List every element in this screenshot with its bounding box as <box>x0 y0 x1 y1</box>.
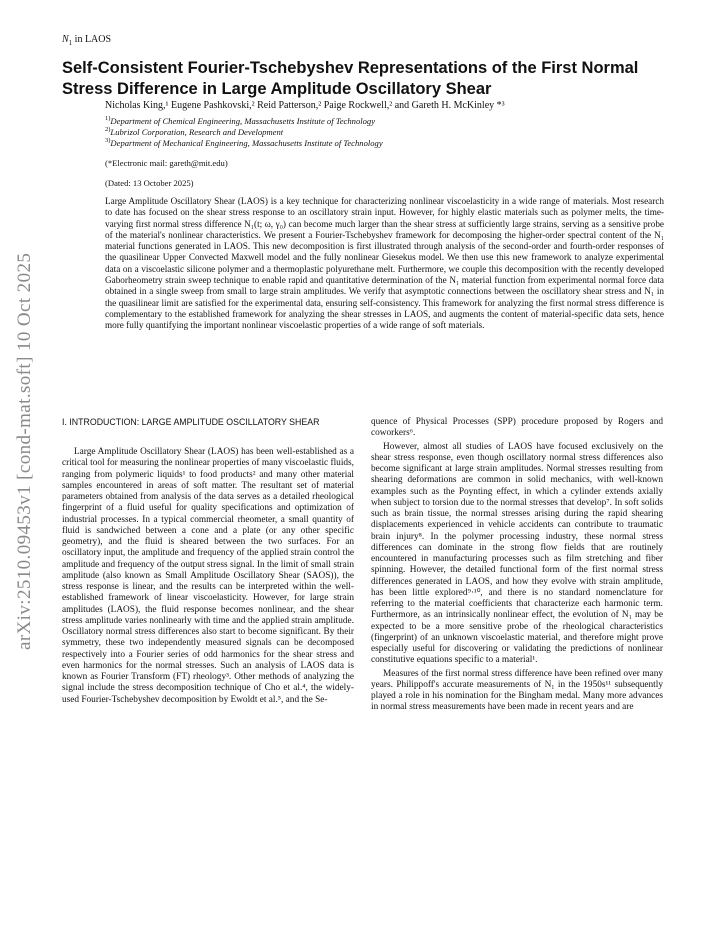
affiliation-number: 1) <box>105 115 111 122</box>
intro-paragraph: Large Amplitude Oscillatory Shear (LAOS) has been well-established as a critical tool for measuring the nonlinear properties of many viscoelastic fluids, ranging from polymeric liquids¹ to food products² and many other material samples encountered in areas of soft matter. The resultant set of material parameters obtained from analysis of the data serves as a detailed rheological fingerprint of a fluid useful for quality specifications and optimization of industrial processes. In a typical commercial rheometer, a small quantity of fluid is sandwiched between a cone and a plate (or any other specific geometry), and the fluid is sheared between the two surfaces. For an oscillatory input, the amplitude and frequency of the applied strain control the amplitude and frequency of the output stress signal. In the limit of small strain amplitude (also known as Small Amplitude Oscillatory Shear (SAOS)), the stress response is linear, and the results can be interpreted within the well-established framework of linear viscoelasticity. However, for large strain amplitudes (LAOS), the fluid response becomes nonlinear, and the shear stress amplitude varies nonlinearly with time and the applied strain amplitude. Oscillatory normal stress differences also start to become significant. By their symmetry, these two independently measured signals can be decomposed respectively into a Fourier series of odd harmonics for the shear stress and even harmonics for the normal stresses. Such an analysis of LAOS data is known as Fourier Transform (FT) rheology³. Other methods of analyzing the signal include the stress decomposition technique of Cho et al.⁴, the widely-used Fourier-Tschebyshev decomposition by Ewoldt et al.⁵, and the Se- <box>62 447 354 705</box>
affiliation-text: Department of Mechanical Engineering, Massachusetts Institute of Technology <box>110 137 383 148</box>
running-head-text: in LAOS <box>72 34 112 45</box>
running-head <box>62 34 111 47</box>
intro-paragraph: However, almost all studies of LAOS have focused exclusively on the shear stress response, even though oscillatory normal stress differences also become significant at large strain amplitudes. Normal stresses resulting from shearing deformations are common in solid mechanics, with well-known examples such as the Poynting effect, in which a cylinder extends axially when subject to torsion due to the normal stresses that develop⁷. In soft solids such as brain tissue, the normal stresses arising during the rapid shearing displacements experienced in vehicle accidents can contribute to traumatic brain injury⁸. In the polymer processing industry, these normal stress differences can dominate in the strong flow fields that are routinely encountered in manufacturing processes such as film stretching and fiber spinning. However, the detailed functional form of the first normal stress differences generated in LAOS, and how they evolve with strain amplitude, has been little explored⁹·¹⁰, and there is no standard nomenclature for referring to the material coefficients that characterize each harmonic term. Furthermore, as an intrinsically nonlinear effect, the evolution of N₁ may be expected to be a more sensitive probe of the rheological characteristics (fingerprint) of an unknown viscoelastic material, and therefore might prove especially useful for discovering or validating the predictions of nonlinear constitutive equations specific to a material¹. <box>371 441 663 666</box>
arxiv-stamp[interactable]: arXiv:2510.09453v1 [cond-mat.soft] 10 Oct 2025 <box>14 252 35 650</box>
left-column <box>62 417 354 706</box>
date-line: (Dated: 13 October 2025) <box>105 178 194 188</box>
intro-paragraph: Measures of the first normal stress difference have been refined over many years. Philippoff's accurate measurements of N₁ in the 1950s¹¹ subsequently played a role in his nomination for the Bingham medal. Many more advances in normal stress measurements have been made in recent years and are <box>371 668 663 713</box>
intro-paragraph-continued: quence of Physical Processes (SPP) procedure proposed by Rogers and coworkers⁶. <box>371 417 663 439</box>
running-head-symbol: N <box>62 34 69 45</box>
corresponding-email: (*Electronic mail: gareth@mit.edu) <box>105 158 228 168</box>
affiliation-2 <box>105 126 283 137</box>
author-list: Nicholas King,¹ Eugene Pashkovski,² Reid Patterson,² Paige Rockwell,² and Gareth H. McKinley *³ <box>105 100 505 111</box>
affiliation-1 <box>105 115 375 126</box>
affiliation-number: 2) <box>105 126 111 133</box>
affiliation-number: 3) <box>105 137 111 144</box>
right-column <box>371 417 663 714</box>
running-head-sub: 1 <box>68 39 73 47</box>
abstract: Large Amplitude Oscillatory Shear (LAOS) is a key technique for characterizing nonlinear viscoelasticity in a wide range of materials. Most research to date has focused on the shear stress response to an oscillatory strain input. However, for highly elastic materials such as polymer melts, the time-varying first normal stress difference N₁(t; ω, γ₀) can become much larger than the shear stress at sufficiently large strains, serving as a sensitive probe of the material's nonlinear characteristics. We present a Fourier-Tschebyshev framework for decomposing the higher-order spectral content of the N₁ material functions generated in LAOS. This new decomposition is first illustrated through analysis of the second-order and fourth-order responses of the quasilinear Upper Convected Maxwell model and the fully nonlinear Giesekus model. We then use this new framework to analyze experimental data on a viscoelastic silicone polymer and a thermoplastic polyurethane melt. Furthermore, we couple this decomposition with the recently developed Gaborheometry strain sweep technique to enable rapid and quantitative determination of the N₁ material function from experimental normal force data obtained in a single sweep from small to large strain amplitudes. We verify that asymptotic connections between the oscillatory shear stress and N₁ in the quasilinear limit are satisfied for the experimental data, ensuring self-consistency. This framework for analyzing the first normal stress difference is complementary to the established framework for analyzing the shear stresses in LAOS, and augments the content of material-specific data sets, hence more fully quantifying the important nonlinear viscoelastic properties of a wide range of soft materials. <box>105 196 664 331</box>
affiliation-3 <box>105 137 383 148</box>
affiliation-text: Lubrizol Corporation, Research and Development <box>110 126 284 137</box>
affiliation-text: Department of Chemical Engineering, Massachusetts Institute of Technology <box>110 115 376 126</box>
paper-title: Self-Consistent Fourier-Tschebyshev Representations of the First Normal Stress Difference in Large Amplitude Oscillatory Shear <box>62 59 639 98</box>
section-heading: I. INTRODUCTION: LARGE AMPLITUDE OSCILLATORY SHEAR <box>62 417 320 427</box>
